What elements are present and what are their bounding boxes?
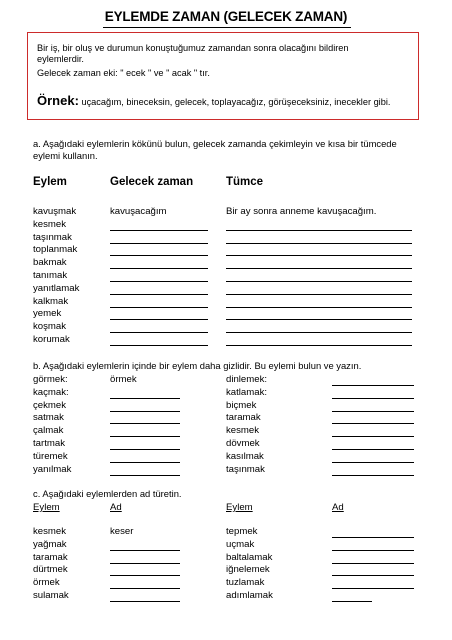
example-label: Örnek: xyxy=(37,93,79,108)
answer-blank[interactable] xyxy=(332,398,414,399)
answer-blank-sentence[interactable] xyxy=(226,230,412,231)
answer-blank[interactable] xyxy=(110,449,180,450)
answer-blank[interactable] xyxy=(332,423,414,424)
word-label: kaçmak: xyxy=(33,386,69,398)
info-line-1: Bir iş, bir oluş ve durumun konuştuğumuz zamandan sonra olacağını bildiren xyxy=(37,43,349,53)
answer-text: keser xyxy=(110,526,134,537)
verb-label: kavuşmak xyxy=(33,206,77,217)
answer-blank-future[interactable] xyxy=(110,332,208,333)
answer-blank-future[interactable] xyxy=(110,281,208,282)
sentence-text: Bir ay sonra anneme kavuşacağım. xyxy=(226,206,377,217)
verb-label: koşmak xyxy=(33,321,67,333)
example-text: uçacağım, bineceksin, gelecek, toplayacağız, görüşeceksiniz, inecekler gibi. xyxy=(78,97,391,107)
answer-blank[interactable] xyxy=(110,423,180,424)
section-c-header-noun-left: Ad xyxy=(110,502,122,513)
verb-label: yanıtlamak xyxy=(33,282,80,294)
answer-blank-sentence[interactable] xyxy=(226,281,412,282)
word-label: kesmek xyxy=(226,425,260,437)
section-b-instruction: b. Aşağıdaki eylemlerin içinde bir eylem daha gizlidir. Bu eylemi bulun ve yazın. xyxy=(33,360,362,371)
verb-label: korumak xyxy=(33,334,70,345)
answer-blank-sentence[interactable] xyxy=(226,268,412,269)
answer-blank[interactable] xyxy=(110,398,180,399)
answer-blank[interactable] xyxy=(332,385,414,386)
verb-label: tanımak xyxy=(33,270,68,281)
answer-blank[interactable] xyxy=(110,601,180,602)
title-underline xyxy=(103,27,351,28)
word-label: görmek: xyxy=(33,374,68,385)
section-a-header-sentence: Tümce xyxy=(226,176,264,188)
word-label: çalmak xyxy=(33,425,64,437)
verb-label: tepmek xyxy=(226,526,258,537)
verb-label: toplanmak xyxy=(33,244,78,256)
answer-blank-future[interactable] xyxy=(110,294,208,295)
word-label: yanılmak xyxy=(33,463,72,475)
verb-label: yemek xyxy=(33,308,62,320)
verb-label: uçmak xyxy=(226,538,255,550)
answer-blank[interactable] xyxy=(332,475,414,476)
answer-blank[interactable] xyxy=(332,601,372,602)
answer-blank[interactable] xyxy=(110,563,180,564)
word-label: kasılmak xyxy=(226,450,264,462)
verb-label: örmek xyxy=(33,577,60,589)
answer-blank[interactable] xyxy=(110,550,180,551)
word-label: türemek xyxy=(33,450,68,462)
word-label: biçmek xyxy=(226,399,257,411)
answer-blank-future[interactable] xyxy=(110,255,208,256)
info-example xyxy=(37,95,415,108)
verb-label: dürtmek xyxy=(33,564,68,576)
answer-blank-future[interactable] xyxy=(110,307,208,308)
verb-label: baltalamak xyxy=(226,551,273,563)
word-label: dinlemek: xyxy=(226,374,268,385)
answer-blank[interactable] xyxy=(332,575,414,576)
section-a-header-verb: Eylem xyxy=(33,176,67,188)
verb-label: iğnelemek xyxy=(226,564,270,576)
answer-blank-sentence[interactable] xyxy=(226,332,412,333)
info-line-2: eylemlerdir. xyxy=(37,54,84,64)
word-label: taşınmak xyxy=(226,463,265,475)
word-label: dövmek xyxy=(226,438,260,449)
answer-blank[interactable] xyxy=(110,588,180,589)
verb-label: tuzlamak xyxy=(226,577,265,589)
answer-blank[interactable] xyxy=(110,462,180,463)
verb-label: kesmek xyxy=(33,526,67,537)
section-a-header-future: Gelecek zaman xyxy=(110,176,194,188)
answer-blank-sentence[interactable] xyxy=(226,319,412,320)
answer-blank[interactable] xyxy=(332,550,414,551)
verb-label: adımlamak xyxy=(226,590,273,601)
section-c-header-verb-left: Eylem xyxy=(33,502,60,513)
info-line-3: Gelecek zaman eki: " ecek " ve " acak " tır. xyxy=(37,68,210,78)
answer-blank[interactable] xyxy=(332,537,414,538)
section-a-instruction: a. Aşağıdaki eylemlerin kökünü bulun, gelecek zamanda çekimleyin ve kısa bir tümcede eylemi kullanın. xyxy=(33,138,397,161)
page-title: EYLEMDE ZAMAN (GELECEK ZAMAN) xyxy=(104,9,348,24)
answer-blank[interactable] xyxy=(110,411,180,412)
answer-blank[interactable] xyxy=(110,575,180,576)
answer-text: örmek xyxy=(110,374,137,385)
answer-blank-future[interactable] xyxy=(110,230,208,231)
section-c-header-verb-right: Eylem xyxy=(226,502,253,513)
answer-blank-future[interactable] xyxy=(110,345,208,346)
answer-blank[interactable] xyxy=(110,436,180,437)
verb-label: taramak xyxy=(33,551,68,563)
verb-label: kesmek xyxy=(33,218,67,230)
info-box xyxy=(27,32,419,120)
answer-blank-sentence[interactable] xyxy=(226,294,412,295)
answer-blank-future[interactable] xyxy=(110,319,208,320)
verb-label: sulamak xyxy=(33,590,69,601)
answer-blank-sentence[interactable] xyxy=(226,243,412,244)
section-c-instruction: c. Aşağıdaki eylemlerden ad türetin. xyxy=(33,488,182,499)
answer-blank-future[interactable] xyxy=(110,268,208,269)
answer-blank[interactable] xyxy=(332,563,414,564)
answer-blank[interactable] xyxy=(332,588,414,589)
verb-label: bakmak xyxy=(33,257,67,269)
answer-blank[interactable] xyxy=(332,449,414,450)
verb-label: yağmak xyxy=(33,538,67,550)
answer-text: kavuşacağım xyxy=(110,206,167,217)
answer-blank-sentence[interactable] xyxy=(226,255,412,256)
word-label: satmak xyxy=(33,412,64,424)
word-label: katlamak: xyxy=(226,386,268,398)
answer-blank[interactable] xyxy=(332,436,414,437)
word-label: taramak xyxy=(226,412,261,424)
word-label: tartmak xyxy=(33,438,65,449)
word-label: çekmek xyxy=(33,399,67,411)
answer-blank-future[interactable] xyxy=(110,243,208,244)
answer-blank[interactable] xyxy=(332,411,414,412)
answer-blank-sentence[interactable] xyxy=(226,307,412,308)
answer-blank-sentence[interactable] xyxy=(226,345,412,346)
section-c-header-noun-right: Ad xyxy=(332,502,344,513)
verb-label: kalkmak xyxy=(33,295,69,307)
answer-blank[interactable] xyxy=(110,475,180,476)
answer-blank[interactable] xyxy=(332,462,414,463)
verb-label: taşınmak xyxy=(33,231,72,243)
